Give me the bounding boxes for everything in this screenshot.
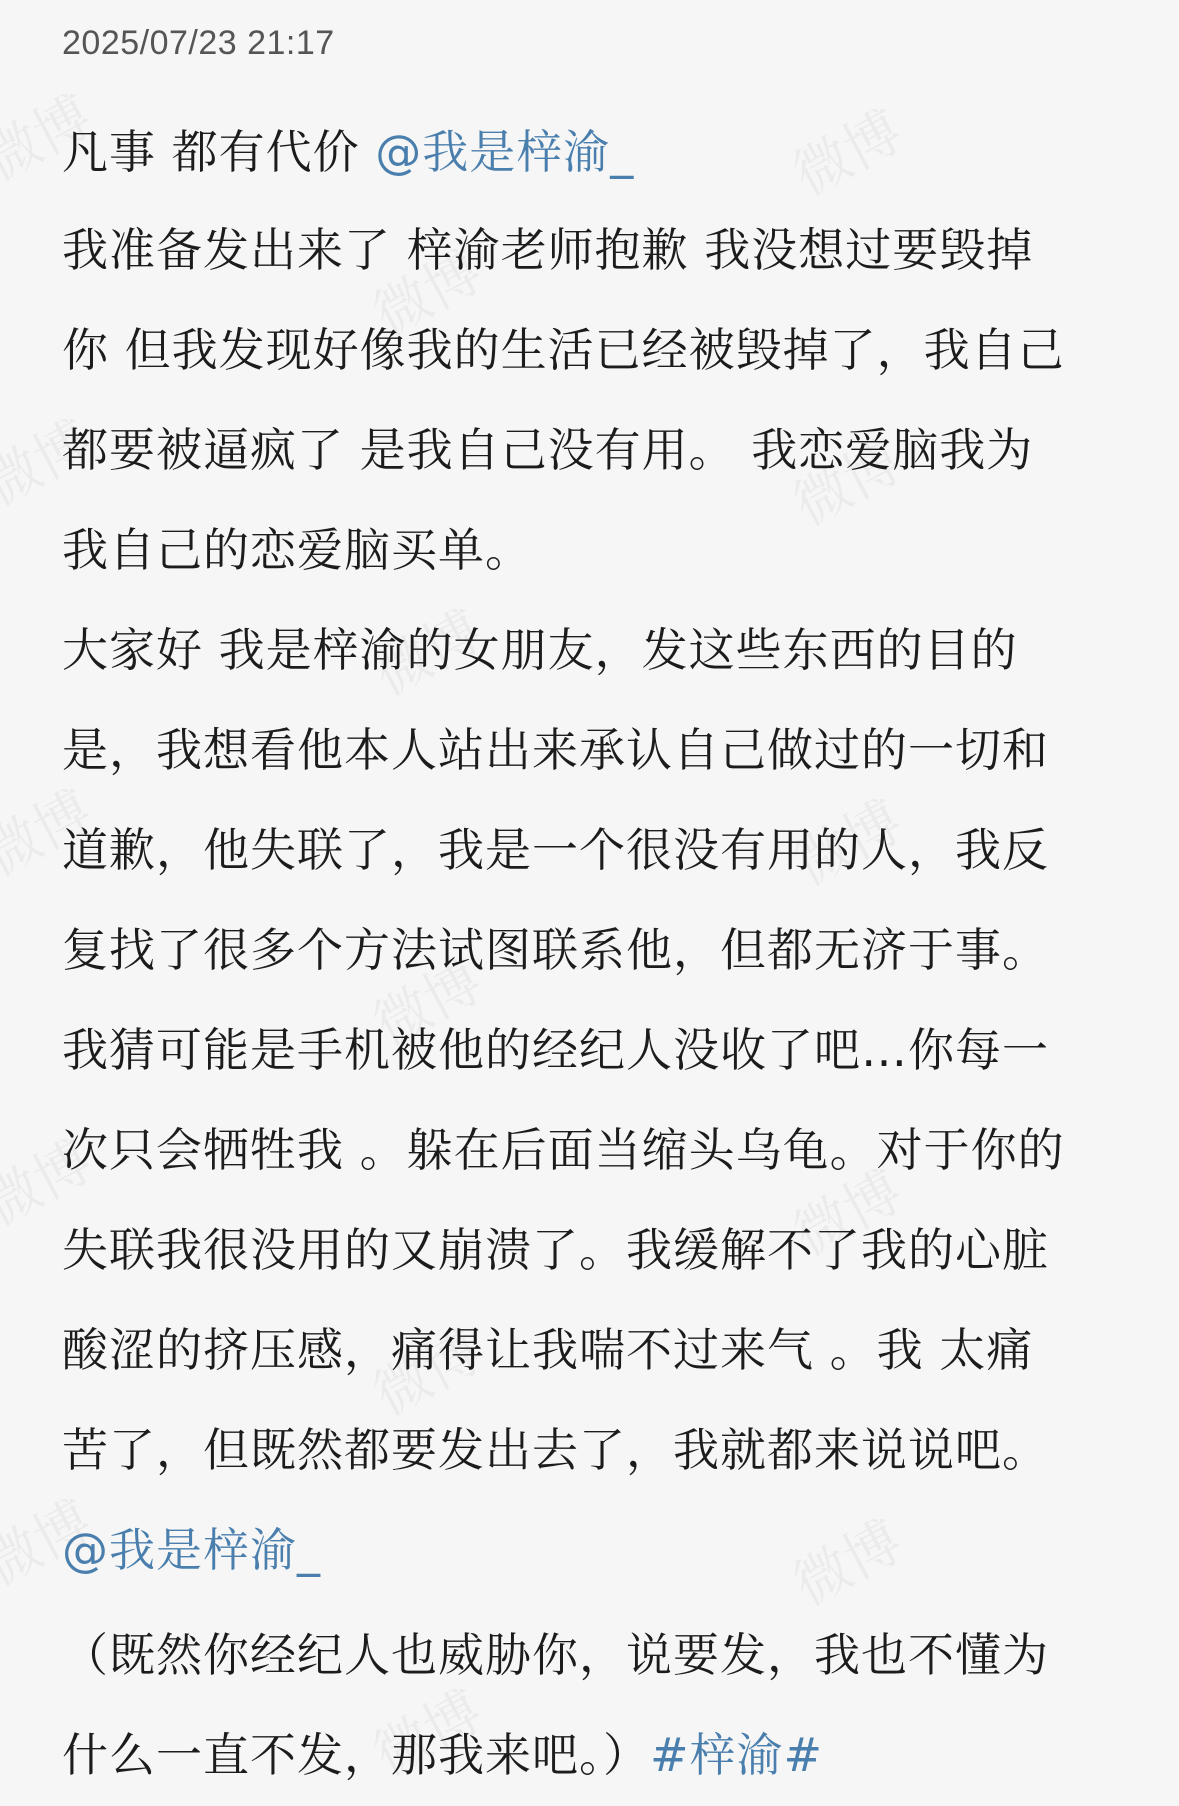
post-line: 苦了，但既然都要发出去了，我就都来说说吧。: [62, 1423, 1049, 1477]
mention-link[interactable]: @我是梓渝_: [62, 1523, 321, 1577]
post-timestamp: 2025/07/23 21:17: [62, 24, 335, 62]
post-line: 你 但我发现好像我的生活已经被毁掉了，我自己: [62, 323, 1065, 377]
post-text: 什么一直不发，那我来吧。）: [62, 1728, 650, 1782]
watermark: [778, 88, 914, 211]
post-line: 我猜可能是手机被他的经纪人没收了吧…你每一: [62, 1023, 1049, 1077]
post-line: 道歉，他失联了，我是一个很没有用的人，我反: [62, 823, 1049, 877]
post-text: 凡事 都有代价: [62, 125, 376, 179]
post-line: 复找了很多个方法试图联系他，但都无济于事。: [62, 923, 1049, 977]
post-line-1: [62, 122, 634, 182]
post-line: 次只会牺牲我 。躲在后面当缩头乌龟。对于你的: [62, 1123, 1065, 1177]
post-line: 我自己的恋爱脑买单。: [62, 523, 532, 577]
post-line: 失联我很没用的又崩溃了。我缓解不了我的心脏: [62, 1223, 1049, 1277]
post-line: 大家好 我是梓渝的女朋友，发这些东西的目的: [62, 623, 1018, 677]
watermark: [778, 1498, 914, 1621]
post-line: 我准备发出来了 梓渝老师抱歉 我没想过要毁掉: [62, 223, 1034, 277]
mention-link[interactable]: @我是梓渝_: [375, 125, 635, 179]
post-line: 是，我想看他本人站出来承认自己做过的一切和: [62, 723, 1049, 777]
post-line: 都要被逼疯了 是我自己没有用。 我恋爱脑我为: [62, 423, 1034, 477]
post-line: 酸涩的挤压感，痛得让我喘不过来气 。我 太痛: [62, 1323, 1034, 1377]
post-line-last: [62, 1725, 823, 1785]
post-line: （既然你经纪人也威胁你，说要发，我也不懂为: [62, 1628, 1049, 1682]
hashtag-link[interactable]: #梓渝#: [650, 1728, 824, 1782]
